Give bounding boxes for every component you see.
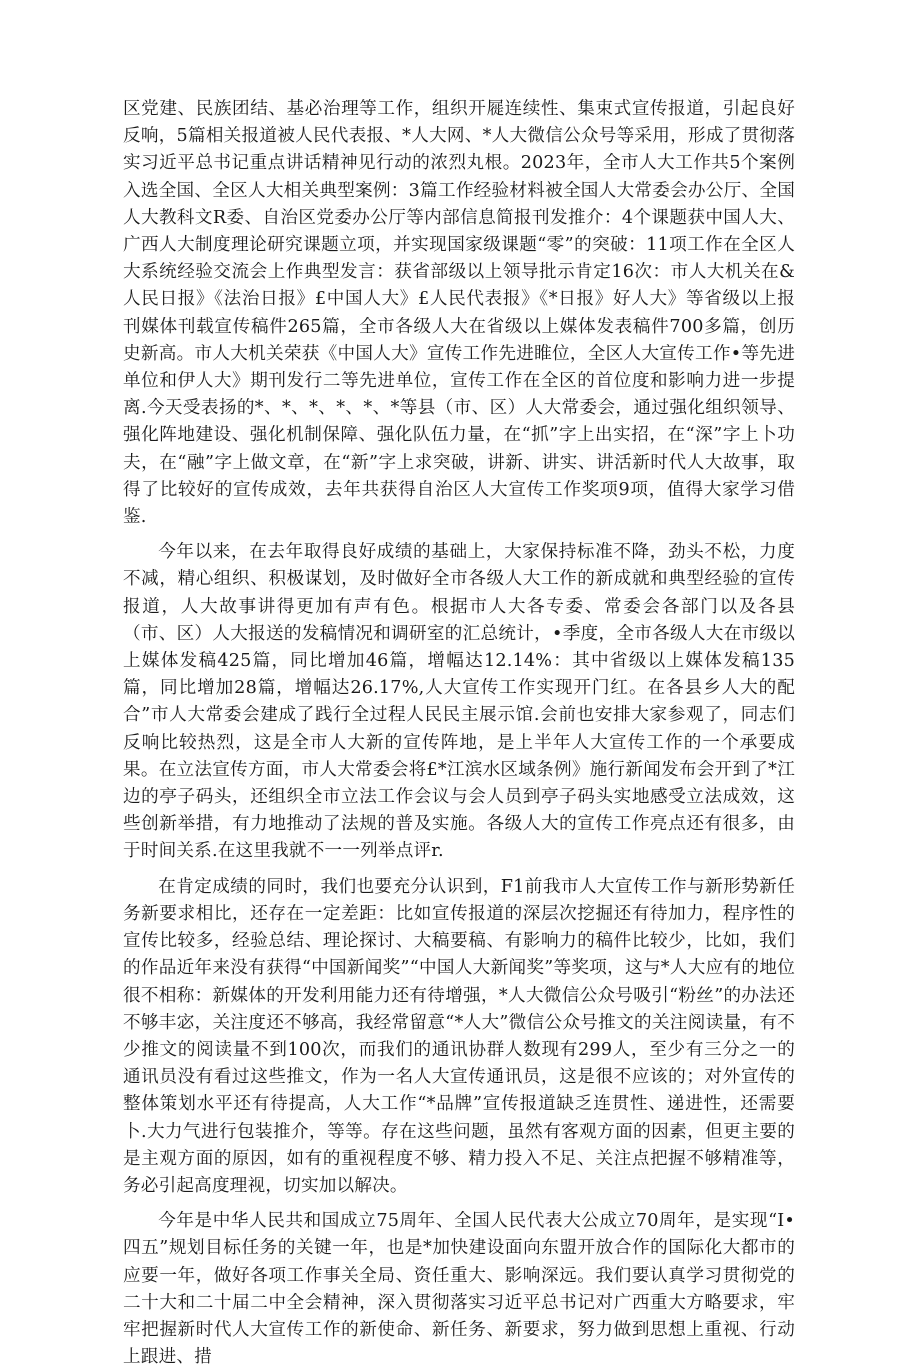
paragraph-shortcomings: 在肯定成绩的同时，我们也要充分认识到，F1前我市人大宣传工作与新形势新任务新要求相比，还存在一定差距：比如宣传报道的深层次挖掘还有待加力，程序性的宣传比较多，经验总结、理论探讨、大稿要稿、有影响力的稿件比较少，比如，我们的作品近年来没有获得“中国新闻奖”“中国人大新闻奖”等奖项，这与*人大应有的地位很不相称：新媒体的开发利用能力还有待增强，*人大微信公众号吸引“粉丝”的办法还不够丰宓，关注度还不够高，我经常留意“*人大”微信公众号推文的关注阅读量，有不少推文的阅读量不到100次，而我们的通讯协群人数现有299人，至少有三分之一的通讯员没有看过这些推文，作为一名人大宣传通讯员，这是很不应该的；对外宣传的整体策划水平还有待提高，人大工作“*品牌”宣传报道缺乏连贯性、递进性，还需要卜.大力气进行包装推介，等等。存在这些问题，虽然有客观方面的因素，但更主要的是主观方面的原因，如有的重视程度不够、精力投入不足、关注点把握不够精准等，务必引起高度理视，切实加以解决。	[123, 876, 795, 1196]
paragraph-tasks-ahead: 今年是中华人民共和国成立75周年、全国人民代表大公成立70周年，是实现“I•四五”规划目标任务的关键一年，也是*加快建设面向东盟开放合作的国际化大都市的应要一年，做好各项工作事关全局、资任重大、影响深远。我们要认真学习贯彻党的二十大和二十届二中全会精神，深入贯彻落实习近平总书记对广西重大方略要求，牢牢把握新时代人大宣传工作的新使命、新任务、新要求，努力做到思想上重视、行动上跟进、措	[123, 1211, 795, 1368]
document-body	[123, 96, 795, 1371]
paragraph-achievements-2023: 区党建、民族团结、基必治理等工作，组织开屣连续性、集束式宣传报道，引起良好反响，5篇相关报道被人民代表报、*人大网、*人大微信公众号等采用，形成了贯彻落实习近平总书记重点讲话精神见行动的浓烈丸根。2023年，全市人大工作共5个案例入选全国、全区人大相关典型案例：3篇工作经验材料被全国人大常委会办公厅、全国人大教科文R委、自治区党委办公厅等内部信息简报刊发推介：4个课题获中国人大、广西人大制度理论研究课题立项，并实现国家级课题“零”的突破：11项工作在全区人大系统经验交流会上作典型发言：获省部级以上领导批示肯定16次：市人大机关在&人民日报》《法治日报》£中国人大》£人民代表报》《*日报》好人大》等省级以上报刊媒体刊载宣传稿件265篇，全市各级人大在省级以上媒体发表稿件700多篇，创历史新高。市人大机关荣获《中国人大》宣传工作先进睢位，全区人大宣传工作•等先进单位和伊人大》期刊发行二等先进单位，宣传工作在全区的首位度和影响力进一步提离.今天受表扬的*、*、*、*、*、*等县（市、区）人大常委会，通过强化组织领导、强化阵地建设、强化机制保障、强化队伍力量，在“抓”字上出实招，在“深”字上卜功夫，在“融”字上做文章，在“新”字上求突破，讲新、讲实、讲活新时代人大故事，取得了比较好的宣传成效，去年共获得自治区人大宣传工作奖项9项，值得大家学习借鉴.	[123, 99, 795, 528]
paragraph-this-year-progress: 今年以来，在去年取得良好成绩的基础上，大家保持标准不降，劲头不松，力度不减，精心组织、积极谋划，及时做好全市各级人大工作的新成就和典型经验的宣传报道，人大故事讲得更加有声有色。根据市人大各专委、常委会各部门以及各县（市、区）人大报送的发稿情况和调研室的汇总统计，•季度，全市各级人大在市级以上媒体发稿425篇，同比增加46篇，增幅达12.14%：其中省级以上媒体发稿135篇，同比增加28篇，增幅达26.17%,人大宣传工作实现开门红。在各县乡人大的配合”市人大常委会建成了践行全过程人民民主展示馆.会前也安排大家参观了，同志们反响比较热烈，这是全市人大新的宣传阵地，是上半年人大宣传工作的一个承要成果。在立法宣传方面，市人大常委会将£*江滨水区域条例》施行新闻发布会开到了*江边的亭子码头，还组织全市立法工作会议与会人员到亭子码头实地感受立法成效，这些创新举措，有力地推动了法规的普及实施。各级人大的宣传工作亮点还有很多，由于时间关系.在这里我就不一一列举点评r.	[123, 542, 795, 862]
